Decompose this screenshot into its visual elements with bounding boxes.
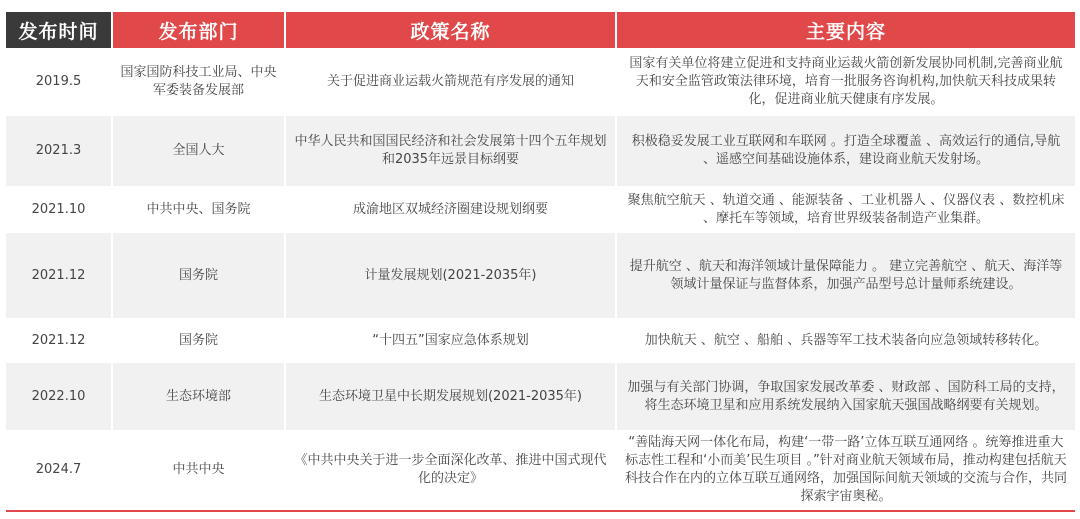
cell-content: 提升航空 、航天和海洋领域计量保障能力 。 建立完善航空 、航天、海洋等领域计量保证与监督体系，加强产品型号总计量师系统建设。 [617, 233, 1075, 318]
cell-dept: 国务院 [178, 332, 218, 348]
cell-dept: 中共中央 [172, 462, 225, 477]
cell-policy: 关于促进商业运载火箭规范有序发展的通知 [326, 74, 574, 89]
cell-dept: 中共中央、国务院 [146, 201, 251, 217]
cell-date: 2021.12 [6, 233, 111, 318]
table-row [6, 186, 1075, 233]
table-row [6, 233, 1075, 318]
table-row [6, 363, 1075, 430]
policy-table [6, 12, 1075, 510]
cell-dept: 国务院 [113, 233, 284, 318]
cell-policy: “十四五”国家应急体系规划 [372, 332, 529, 348]
cell-dept: 国家国防科技工业局、中央军委装备发展部 [120, 65, 277, 98]
cell-date: 2019.5 [35, 74, 82, 89]
table-row [6, 116, 1075, 186]
table-row [6, 318, 1075, 363]
cell-content: 国家有关单位将建立促进和支持商业运裁火箭创新发展协同机制,完善商业航天和安全监管政策法律环境，培育一批服务咨询机构,加快航天科技成果转化，促进商业航天健康有序发展。 [629, 56, 1063, 107]
cell-dept: 全国人大 [113, 116, 284, 186]
cell-policy: 成渝地区双城经济圈建设规划纲要 [352, 201, 548, 217]
table-row [6, 430, 1075, 510]
cell-dept: 生态环境部 [113, 363, 284, 430]
cell-content: 加快航天 、航空 、船舶 、兵器等军工技术装备向应急领域转移转化。 [644, 332, 1048, 348]
cell-date: 2021.12 [31, 332, 86, 348]
table-body [6, 48, 1075, 510]
cell-policy: 中华人民共和国国民经济和社会发展第十四个五年规划和2035年远景目标纲要 [286, 116, 615, 186]
table-row [6, 48, 1075, 116]
cell-content: 积极稳妥发展工业互联网和车联网 。打造全球覆盖 、高效运行的通信,导航 、遥感空间基础设施体系，建设商业航天发射场。 [617, 116, 1075, 186]
header-content: 主要内容 [617, 12, 1075, 48]
cell-policy: 计量发展规划(2021-2035年) [286, 233, 615, 318]
cell-content: 聚焦航空航天 、轨道交通 、能源装备 、工业机器人 、仪器仪表 、数控机床 、摩托车等领域，培育世界级装备制造产业集群。 [627, 192, 1065, 226]
cell-date: 2021.3 [6, 116, 111, 186]
cell-policy: 生态环境卫星中长期发展规划(2021-2035年) [286, 363, 615, 430]
cell-date: 2024.7 [35, 462, 82, 477]
cell-date: 2021.10 [31, 201, 86, 217]
table-header [6, 12, 1075, 48]
header-date: 发布时间 [6, 12, 111, 48]
cell-policy: 《中共中央关于进一步全面深化改革、推进中国式现代化的决定》 [294, 453, 607, 486]
cell-content: “善陆海天网一体化布局，构建‘一带一路’立体互联互通网络 。统筹推进重大标志性工程和‘小而美’民生项目 。”针对商业航天领域布局，推动构建包括航天科技合作在内的立体互联互通网络，加强国际间航天领域的交流与合作，共同探索宇宙奥秘。 [625, 435, 1068, 504]
header-dept: 发布部门 [113, 12, 284, 48]
header-policy: 政策名称 [286, 12, 615, 48]
bottom-divider [6, 510, 1075, 512]
cell-content: 加强与有关部门协调，争取国家发展改革委 、财政部 、国防科工局的支持，将生态环境卫星和应用系统发展纳入国家航天强国战略纲要有关规划。 [617, 363, 1075, 430]
cell-date: 2022.10 [6, 363, 111, 430]
